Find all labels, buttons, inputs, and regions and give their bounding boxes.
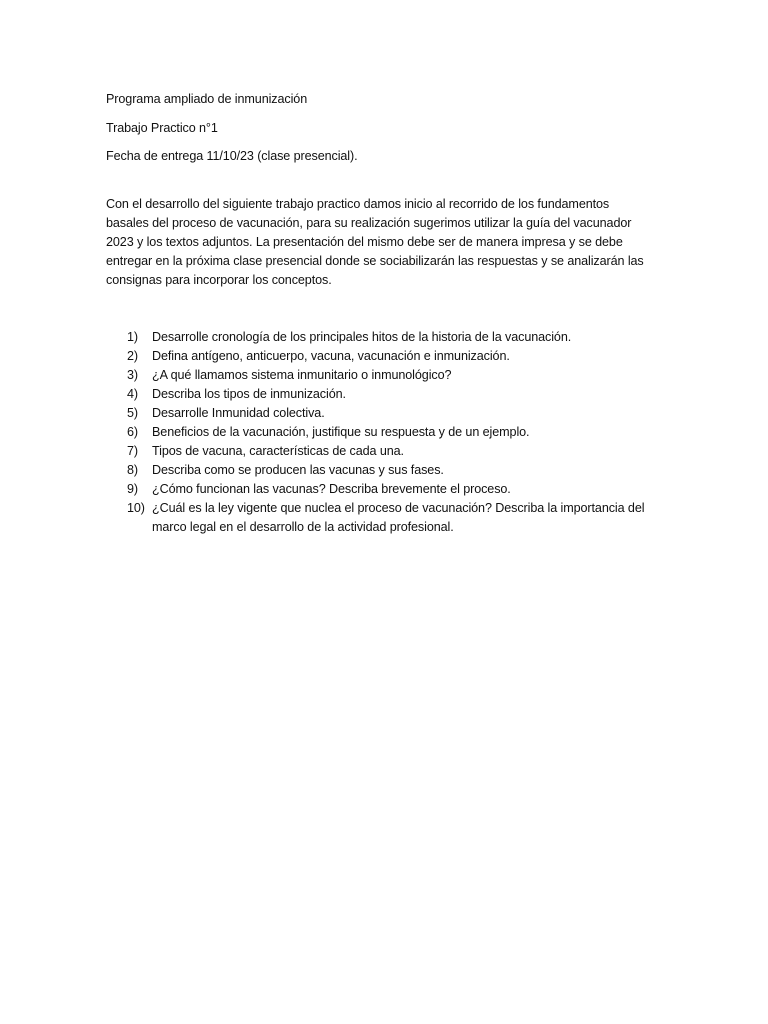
question-number: 1) bbox=[127, 330, 138, 344]
question-item bbox=[106, 499, 654, 537]
question-text: Describa los tipos de inmunización. bbox=[152, 387, 346, 401]
question-number: 9) bbox=[127, 482, 138, 496]
question-item bbox=[106, 480, 654, 499]
question-item bbox=[106, 423, 654, 442]
question-text: ¿A qué llamamos sistema inmunitario o inmunológico? bbox=[152, 368, 452, 382]
question-item bbox=[106, 366, 654, 385]
assignment-title: Trabajo Practico n°1 bbox=[106, 120, 218, 135]
questions-list bbox=[106, 328, 654, 537]
question-number: 10) bbox=[127, 501, 145, 515]
question-item bbox=[106, 442, 654, 461]
due-date: Fecha de entrega 11/10/23 (clase presencial). bbox=[106, 149, 358, 163]
question-text: ¿Cuál es la ley vigente que nuclea el proceso de vacunación? Describa la importancia del marco legal en el desarrollo de la actividad profesional. bbox=[152, 501, 645, 534]
question-number: 3) bbox=[127, 368, 138, 382]
question-number: 6) bbox=[127, 425, 138, 439]
document-body bbox=[106, 90, 654, 537]
question-text: Beneficios de la vacunación, justifique su respuesta y de un ejemplo. bbox=[152, 425, 530, 439]
question-text: Tipos de vacuna, características de cada una. bbox=[152, 444, 404, 458]
question-text: Desarrolle cronología de los principales hitos de la historia de la vacunación. bbox=[152, 330, 572, 344]
question-number: 4) bbox=[127, 387, 138, 401]
question-item bbox=[106, 328, 654, 347]
program-title: Programa ampliado de inmunización bbox=[106, 92, 308, 106]
question-text: ¿Cómo funcionan las vacunas? Describa brevemente el proceso. bbox=[152, 482, 511, 496]
question-item bbox=[106, 385, 654, 404]
question-item bbox=[106, 461, 654, 480]
question-item bbox=[106, 347, 654, 366]
question-text: Describa como se producen las vacunas y sus fases. bbox=[152, 463, 444, 477]
question-number: 8) bbox=[127, 463, 138, 477]
question-item bbox=[106, 404, 654, 423]
question-number: 5) bbox=[127, 406, 138, 420]
question-number: 2) bbox=[127, 349, 138, 363]
question-text: Defina antígeno, anticuerpo, vacuna, vacunación e inmunización. bbox=[152, 349, 510, 363]
question-number: 7) bbox=[127, 444, 138, 458]
intro-paragraph: Con el desarrollo del siguiente trabajo practico damos inicio al recorrido de los fundamentos basales del proceso de vacunación, para su realización sugerimos utilizar la guía del vacunador 2023 y los textos adjuntos. La presentación del mismo debe ser de manera impresa y se debe entregar en la próxima clase presencial donde se sociabilizarán las respuestas y se analizarán las consignas para incorporar los conceptos. bbox=[106, 197, 644, 287]
question-text: Desarrolle Inmunidad colectiva. bbox=[152, 406, 325, 420]
